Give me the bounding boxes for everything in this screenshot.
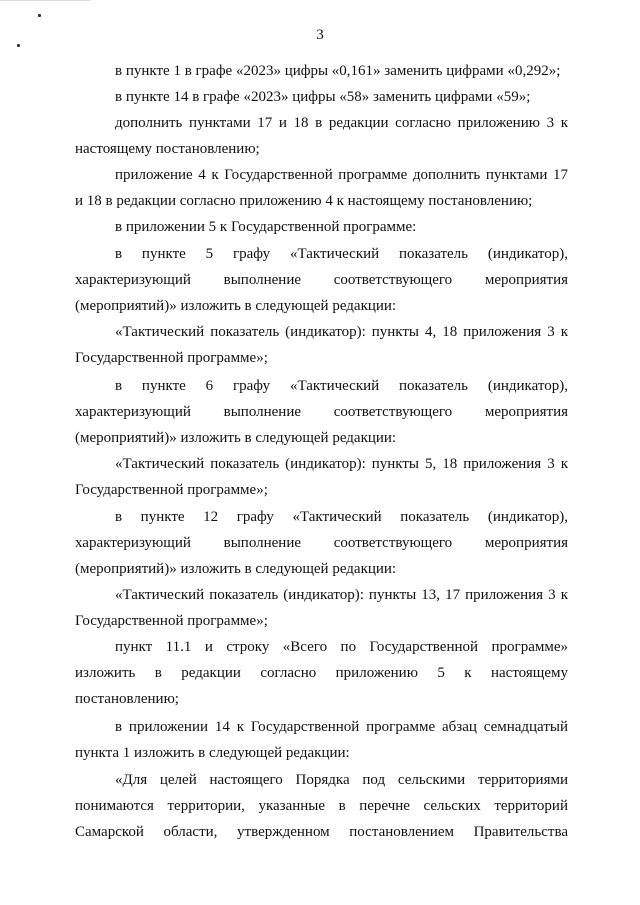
paragraph-line: приложение 4 к Государственной программе дополнить пунктами 17: [115, 167, 568, 183]
paragraph-line: Самарской области, утвержденном постановлением Правительства: [75, 824, 568, 840]
paragraph-line: Государственной программе»;: [75, 350, 268, 366]
paragraph-line: в пункте 5 графу «Тактический показатель (индикатор),: [115, 246, 568, 262]
paragraph-line: в пункте 6 графу «Тактический показатель (индикатор),: [115, 378, 568, 394]
paragraph-line: «Тактический показатель (индикатор): пункты 5, 18 приложения 3 к: [115, 456, 568, 472]
paragraph-line: в пункте 12 графу «Тактический показатель (индикатор),: [115, 509, 568, 525]
scan-speck: [17, 44, 20, 47]
paragraph-line: в пункте 1 в графе «2023» цифры «0,161» заменить цифрами «0,292»;: [115, 63, 561, 79]
scan-edge-line: [0, 0, 90, 1]
paragraph-line: понимаются территории, указанные в перечне сельских территорий: [75, 798, 568, 814]
paragraph-line: Государственной программе»;: [75, 613, 268, 629]
paragraph-line: «Тактический показатель (индикатор): пункты 13, 17 приложения 3 к: [115, 587, 568, 603]
paragraph-line: характеризующий выполнение соответствующего мероприятия: [75, 404, 568, 420]
paragraph-line: (мероприятий)» изложить в следующей редакции:: [75, 298, 397, 314]
paragraph-line: (мероприятий)» изложить в следующей редакции:: [75, 430, 397, 446]
scan-speck: [38, 14, 41, 17]
paragraph-line: пункта 1 изложить в следующей редакции:: [75, 745, 350, 761]
paragraph-line: в приложении 14 к Государственной программе абзац семнадцатый: [115, 719, 568, 735]
paragraph-line: характеризующий выполнение соответствующего мероприятия: [75, 272, 568, 288]
paragraph-line: настоящему постановлению;: [75, 141, 260, 157]
paragraph-line: (мероприятий)» изложить в следующей редакции:: [75, 561, 397, 577]
paragraph-line: в приложении 5 к Государственной программе:: [115, 219, 417, 235]
page-number: 3: [316, 27, 324, 43]
paragraph-line: и 18 в редакции согласно приложению 4 к настоящему постановлению;: [75, 193, 533, 209]
paragraph-line: «Тактический показатель (индикатор): пункты 4, 18 приложения 3 к: [115, 324, 568, 340]
paragraph-line: пункт 11.1 и строку «Всего по Государственной программе»: [115, 639, 568, 655]
paragraph-line: Государственной программе»;: [75, 482, 268, 498]
paragraph-line: изложить в редакции согласно приложению 5 к настоящему: [75, 665, 568, 681]
paragraph-line: в пункте 14 в графе «2023» цифры «58» заменить цифрами «59»;: [115, 89, 531, 105]
paragraph-line: дополнить пунктами 17 и 18 в редакции согласно приложению 3 к: [115, 115, 568, 131]
paragraph-line: постановлению;: [75, 691, 179, 707]
paragraph-line: «Для целей настоящего Порядка под сельскими территориями: [115, 772, 568, 788]
paragraph-line: характеризующий выполнение соответствующего мероприятия: [75, 535, 568, 551]
